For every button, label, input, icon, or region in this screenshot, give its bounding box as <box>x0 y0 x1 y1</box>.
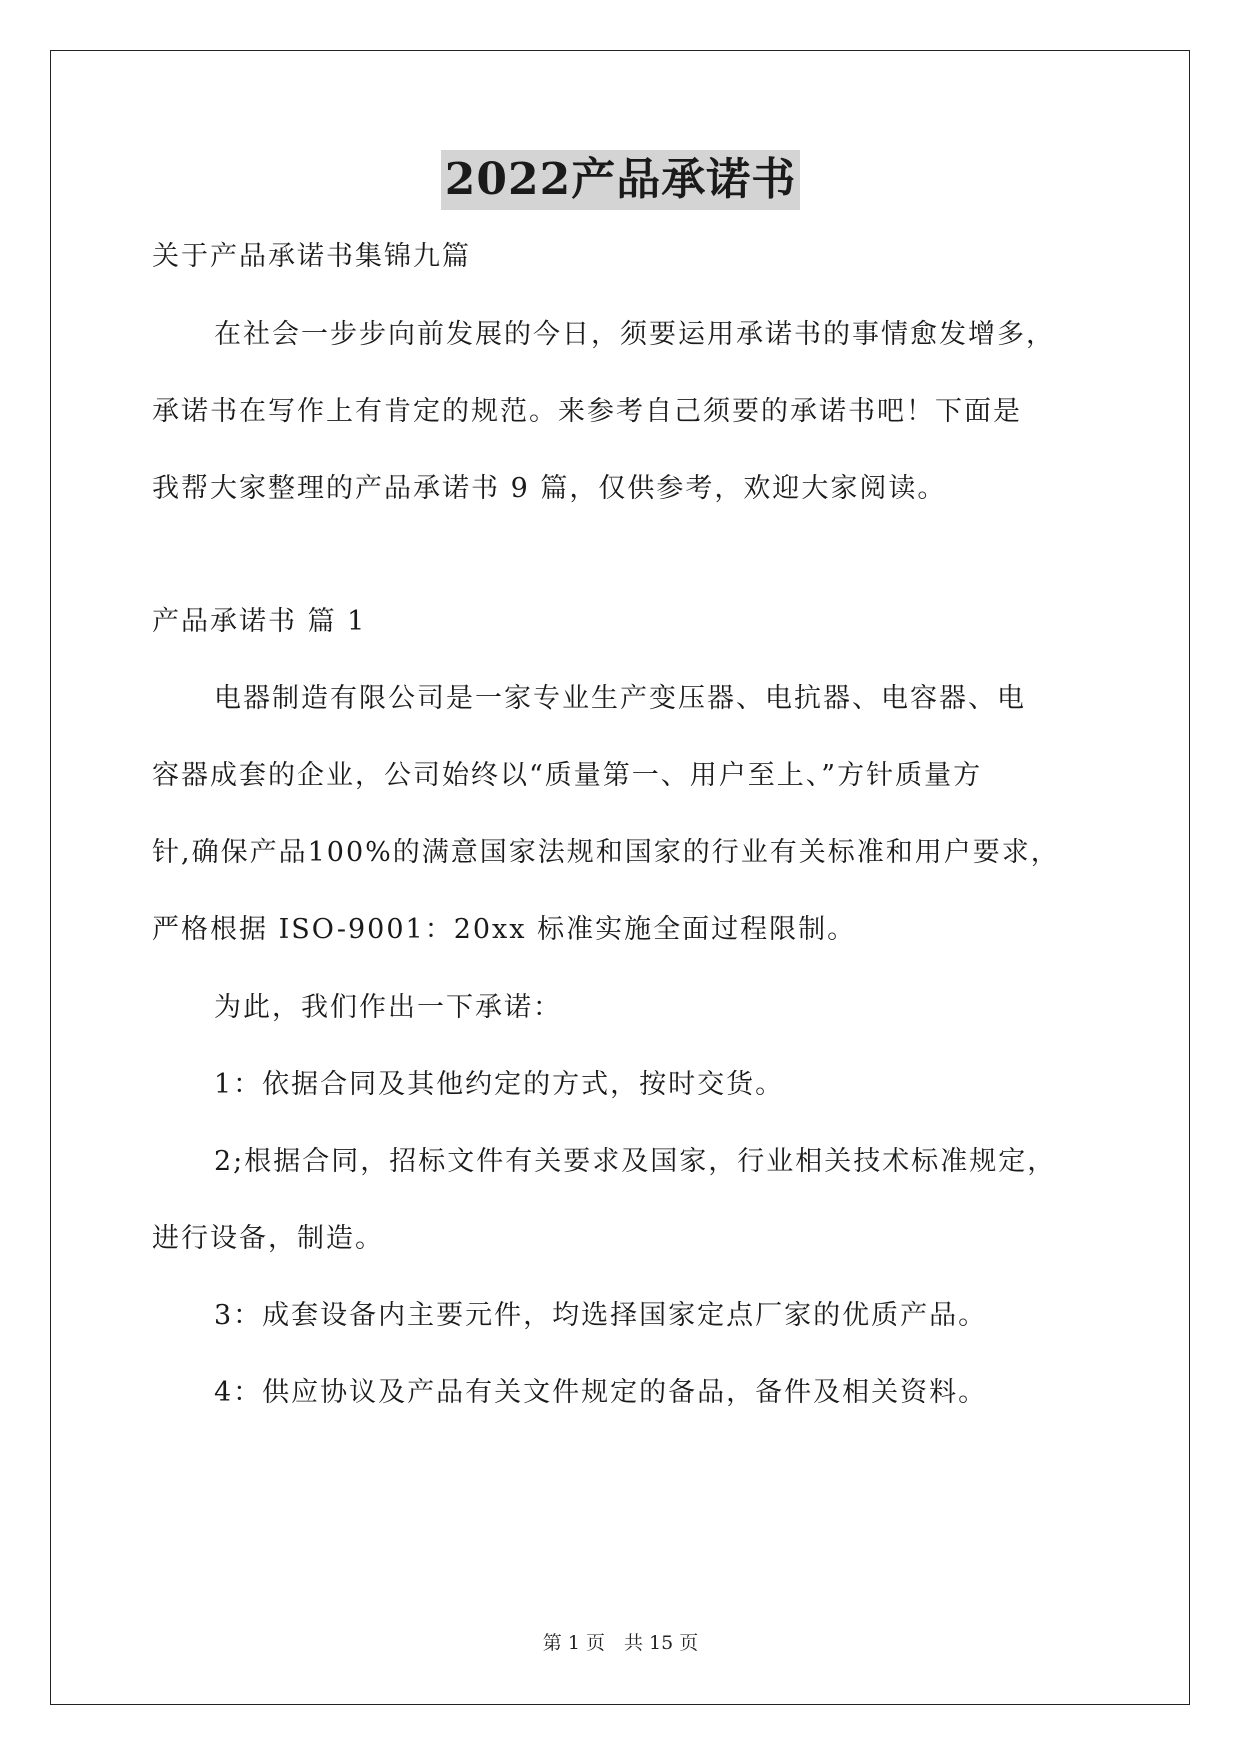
section-heading: 产品承诺书 篇 1 <box>152 606 367 637</box>
paragraph-line: 针,确保产品100%的满意国家法规和国家的行业有关标准和用户要求， <box>152 837 1060 868</box>
paragraph-line: 进行设备，制造。 <box>152 1223 384 1254</box>
paragraph-line: 严格根据 ISO-9001：20xx 标准实施全面过程限制。 <box>152 914 857 945</box>
list-item: 4：供应协议及产品有关文件规定的备品，备件及相关资料。 <box>214 1377 988 1408</box>
list-item: 2;根据合同，招标文件有关要求及国家，行业相关技术标准规定， <box>214 1146 1057 1177</box>
paragraph-line: 容器成套的企业，公司始终以“质量第一、用户至上、”方针质量方 <box>152 760 983 791</box>
paragraph-line: 为此，我们作出一下承诺： <box>214 992 562 1023</box>
paragraph-line: 我帮大家整理的产品承诺书 9 篇，仅供参考，欢迎大家阅读。 <box>152 473 947 504</box>
paragraph-line: 在社会一步步向前发展的今日，须要运用承诺书的事情愈发增多， <box>214 319 1055 350</box>
page-border <box>50 50 1190 1705</box>
title-container <box>0 150 1241 210</box>
list-item: 1：依据合同及其他约定的方式，按时交货。 <box>214 1069 785 1100</box>
list-item: 3：成套设备内主要元件，均选择国家定点厂家的优质产品。 <box>214 1300 988 1331</box>
paragraph-line: 电器制造有限公司是一家专业生产变压器、电抗器、电容器、电 <box>214 683 1026 714</box>
page-footer: 第 1 页 共 15 页 <box>542 1632 699 1654</box>
document-title: 2022产品承诺书 <box>441 150 800 210</box>
paragraph-line: 承诺书在写作上有肯定的规范。来参考自己须要的承诺书吧！下面是 <box>152 396 1022 427</box>
intro-heading: 关于产品承诺书集锦九篇 <box>152 241 471 272</box>
